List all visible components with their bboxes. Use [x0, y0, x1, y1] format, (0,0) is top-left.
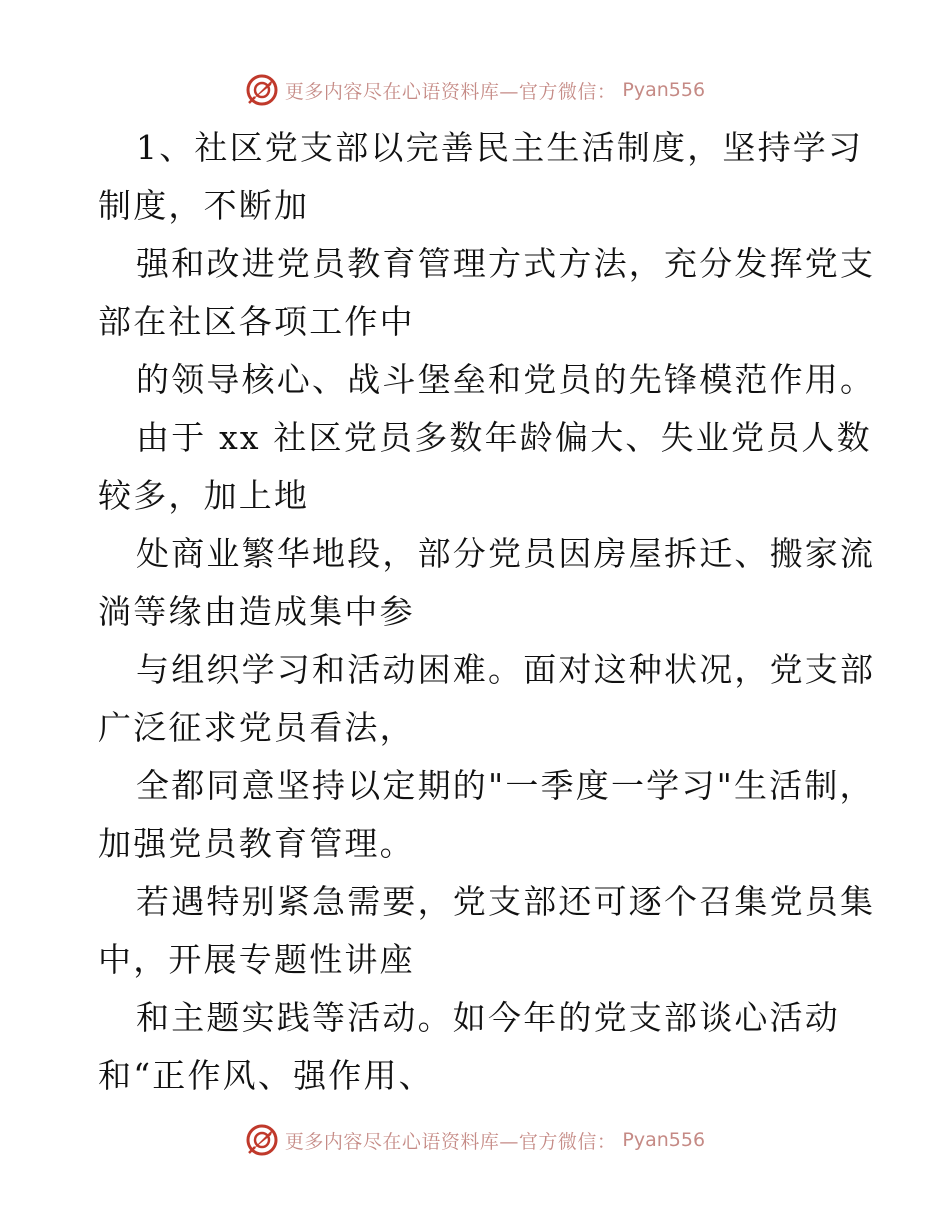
text-line: 由于 xx 社区党员多数年龄偏大、失业党员人数 [136, 418, 872, 457]
logo-icon [245, 1123, 279, 1157]
watermark-text: 更多内容尽在心语资料库—官方微信： [284, 80, 617, 103]
text-line: 中，开展专题性讲座 [98, 940, 415, 979]
watermark-wechat-id: Pyan556 [622, 1129, 706, 1151]
text-line: 部在社区各项工作中 [98, 302, 415, 341]
logo-icon [245, 73, 279, 107]
header-watermark [0, 70, 950, 110]
text-line: 与组织学习和活动困难。面对这种状况，党支部 [136, 650, 876, 689]
text-line: 全都同意坚持以定期的"一季度一学习"生活制， [136, 766, 875, 805]
text-line: 广泛征求党员看法， [98, 708, 415, 747]
text-line: 较多，加上地 [98, 476, 310, 515]
text-line: 制度，不断加 [98, 186, 310, 225]
text-line: 若遇特别紧急需要，党支部还可逐个召集党员集 [136, 882, 876, 921]
text-line: 强和改进党员教育管理方式方法，充分发挥党支 [136, 244, 876, 283]
footer-watermark [0, 1120, 950, 1160]
text-line: 加强党员教育管理。 [98, 824, 415, 863]
text-line: 的领导核心、战斗堡垒和党员的先锋模范作用。 [136, 360, 876, 399]
text-line: 处商业繁华地段，部分党员因房屋拆迁、搬家流 [136, 534, 876, 573]
text-line: 和“正作风、强作用、 [98, 1056, 434, 1095]
watermark-wechat-id: Pyan556 [622, 79, 706, 101]
text-line: 1、社区党支部以完善民主生活制度，坚持学习 [136, 128, 864, 167]
text-line: 和主题实践等活动。如今年的党支部谈心活动 [136, 998, 840, 1037]
watermark-text: 更多内容尽在心语资料库—官方微信： [284, 1130, 617, 1153]
text-line: 淌等缘由造成集中参 [98, 592, 415, 631]
